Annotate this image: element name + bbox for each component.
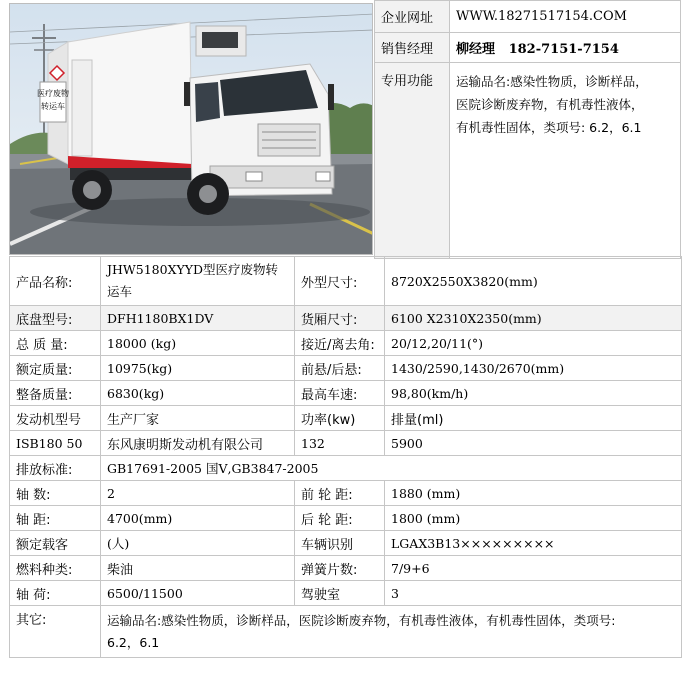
spec-label: 轴 数: xyxy=(10,481,101,506)
spec-table xyxy=(9,256,682,658)
spec-label: 车辆识别 xyxy=(295,531,385,556)
website-label: 企业网址 xyxy=(375,1,450,33)
truck-illustration xyxy=(10,4,373,255)
spec-value: 2 xyxy=(101,481,295,506)
engine-header: 功率(kw) xyxy=(295,406,385,431)
other-line: 运输品名:感染性物质，诊断样品，医院诊断废弃物，有机毒性液体，有机毒性固体，类项号: xyxy=(107,613,616,628)
spec-label: 前悬/后悬: xyxy=(295,356,385,381)
spec-label: 整备质量: xyxy=(10,381,101,406)
spec-value: (人) xyxy=(101,531,295,556)
spec-label: 最高车速: xyxy=(295,381,385,406)
function-line: 运输品名:感染性物质，诊断样品， xyxy=(456,74,648,89)
spec-label: 货厢尺寸: xyxy=(295,306,385,331)
spec-label: 额定质量: xyxy=(10,356,101,381)
spec-label: 产品名称: xyxy=(10,257,101,306)
spec-value: 7/9+6 xyxy=(385,556,682,581)
engine-value: 东风康明斯发动机有限公司 xyxy=(101,431,295,456)
spec-value: 1800 (mm) xyxy=(385,506,682,531)
other-line: 6.2，6.1 xyxy=(107,635,160,650)
contact-info-table xyxy=(374,0,681,259)
manager-phone: 182-7151-7154 xyxy=(508,42,619,57)
engine-header: 生产厂家 xyxy=(101,406,295,431)
website-value: WWW.18271517154.COM xyxy=(450,1,681,33)
spec-label: 总 质 量: xyxy=(10,331,101,356)
spec-value: 4700(mm) xyxy=(101,506,295,531)
spec-value: LGAX3B13××××××××× xyxy=(385,531,682,556)
spec-label: 弹簧片数: xyxy=(295,556,385,581)
spec-label: 轴 距: xyxy=(10,506,101,531)
spec-value: 6830(kg) xyxy=(101,381,295,406)
spec-value: 6500/11500 xyxy=(101,581,295,606)
engine-header: 排量(ml) xyxy=(385,406,682,431)
spec-label: 驾驶室 xyxy=(295,581,385,606)
door-sign-line2: 转运车 xyxy=(41,102,65,111)
spec-label: 轴 荷: xyxy=(10,581,101,606)
spec-value: 1880 (mm) xyxy=(385,481,682,506)
spec-label: 外型尺寸: xyxy=(295,257,385,306)
truck-photo xyxy=(9,3,373,255)
manager-contact xyxy=(450,33,681,63)
engine-value: 132 xyxy=(295,431,385,456)
engine-value: ISB180 50 xyxy=(10,431,101,456)
spec-value: 20/12,20/11(°) xyxy=(385,331,682,356)
spec-value: 98,80(km/h) xyxy=(385,381,682,406)
function-line: 医院诊断废弃物，有机毒性液体， xyxy=(456,97,644,112)
engine-header: 发动机型号 xyxy=(10,406,101,431)
spec-value: JHW5180XYYD型医疗废物转运车 xyxy=(101,257,295,306)
door-sign-line1: 医疗废物 xyxy=(37,89,69,98)
spec-label: 燃料种类: xyxy=(10,556,101,581)
emission-label: 排放标准: xyxy=(10,456,101,481)
function-value xyxy=(450,63,681,259)
spec-label: 接近/离去角: xyxy=(295,331,385,356)
function-label: 专用功能 xyxy=(375,63,450,259)
manager-label: 销售经理 xyxy=(375,33,450,63)
spec-value: 10975(kg) xyxy=(101,356,295,381)
spec-value: 柴油 xyxy=(101,556,295,581)
spec-value: 18000 (kg) xyxy=(101,331,295,356)
spec-label: 额定载客 xyxy=(10,531,101,556)
spec-value: 3 xyxy=(385,581,682,606)
manager-name: 柳经理 xyxy=(456,42,496,57)
engine-value: 5900 xyxy=(385,431,682,456)
spec-label: 底盘型号: xyxy=(10,306,101,331)
function-line: 有机毒性固体，类项号: 6.2，6.1 xyxy=(456,120,642,135)
spec-value: 8720X2550X3820(mm) xyxy=(385,257,682,306)
spec-value: 1430/2590,1430/2670(mm) xyxy=(385,356,682,381)
other-label: 其它: xyxy=(10,606,101,658)
spec-value: DFH1180BX1DV xyxy=(101,306,295,331)
spec-label: 前 轮 距: xyxy=(295,481,385,506)
spec-value: 6100 X2310X2350(mm) xyxy=(385,306,682,331)
spec-label: 后 轮 距: xyxy=(295,506,385,531)
other-value xyxy=(101,606,682,658)
emission-value: GB17691-2005 国Ⅴ,GB3847-2005 xyxy=(101,456,682,481)
